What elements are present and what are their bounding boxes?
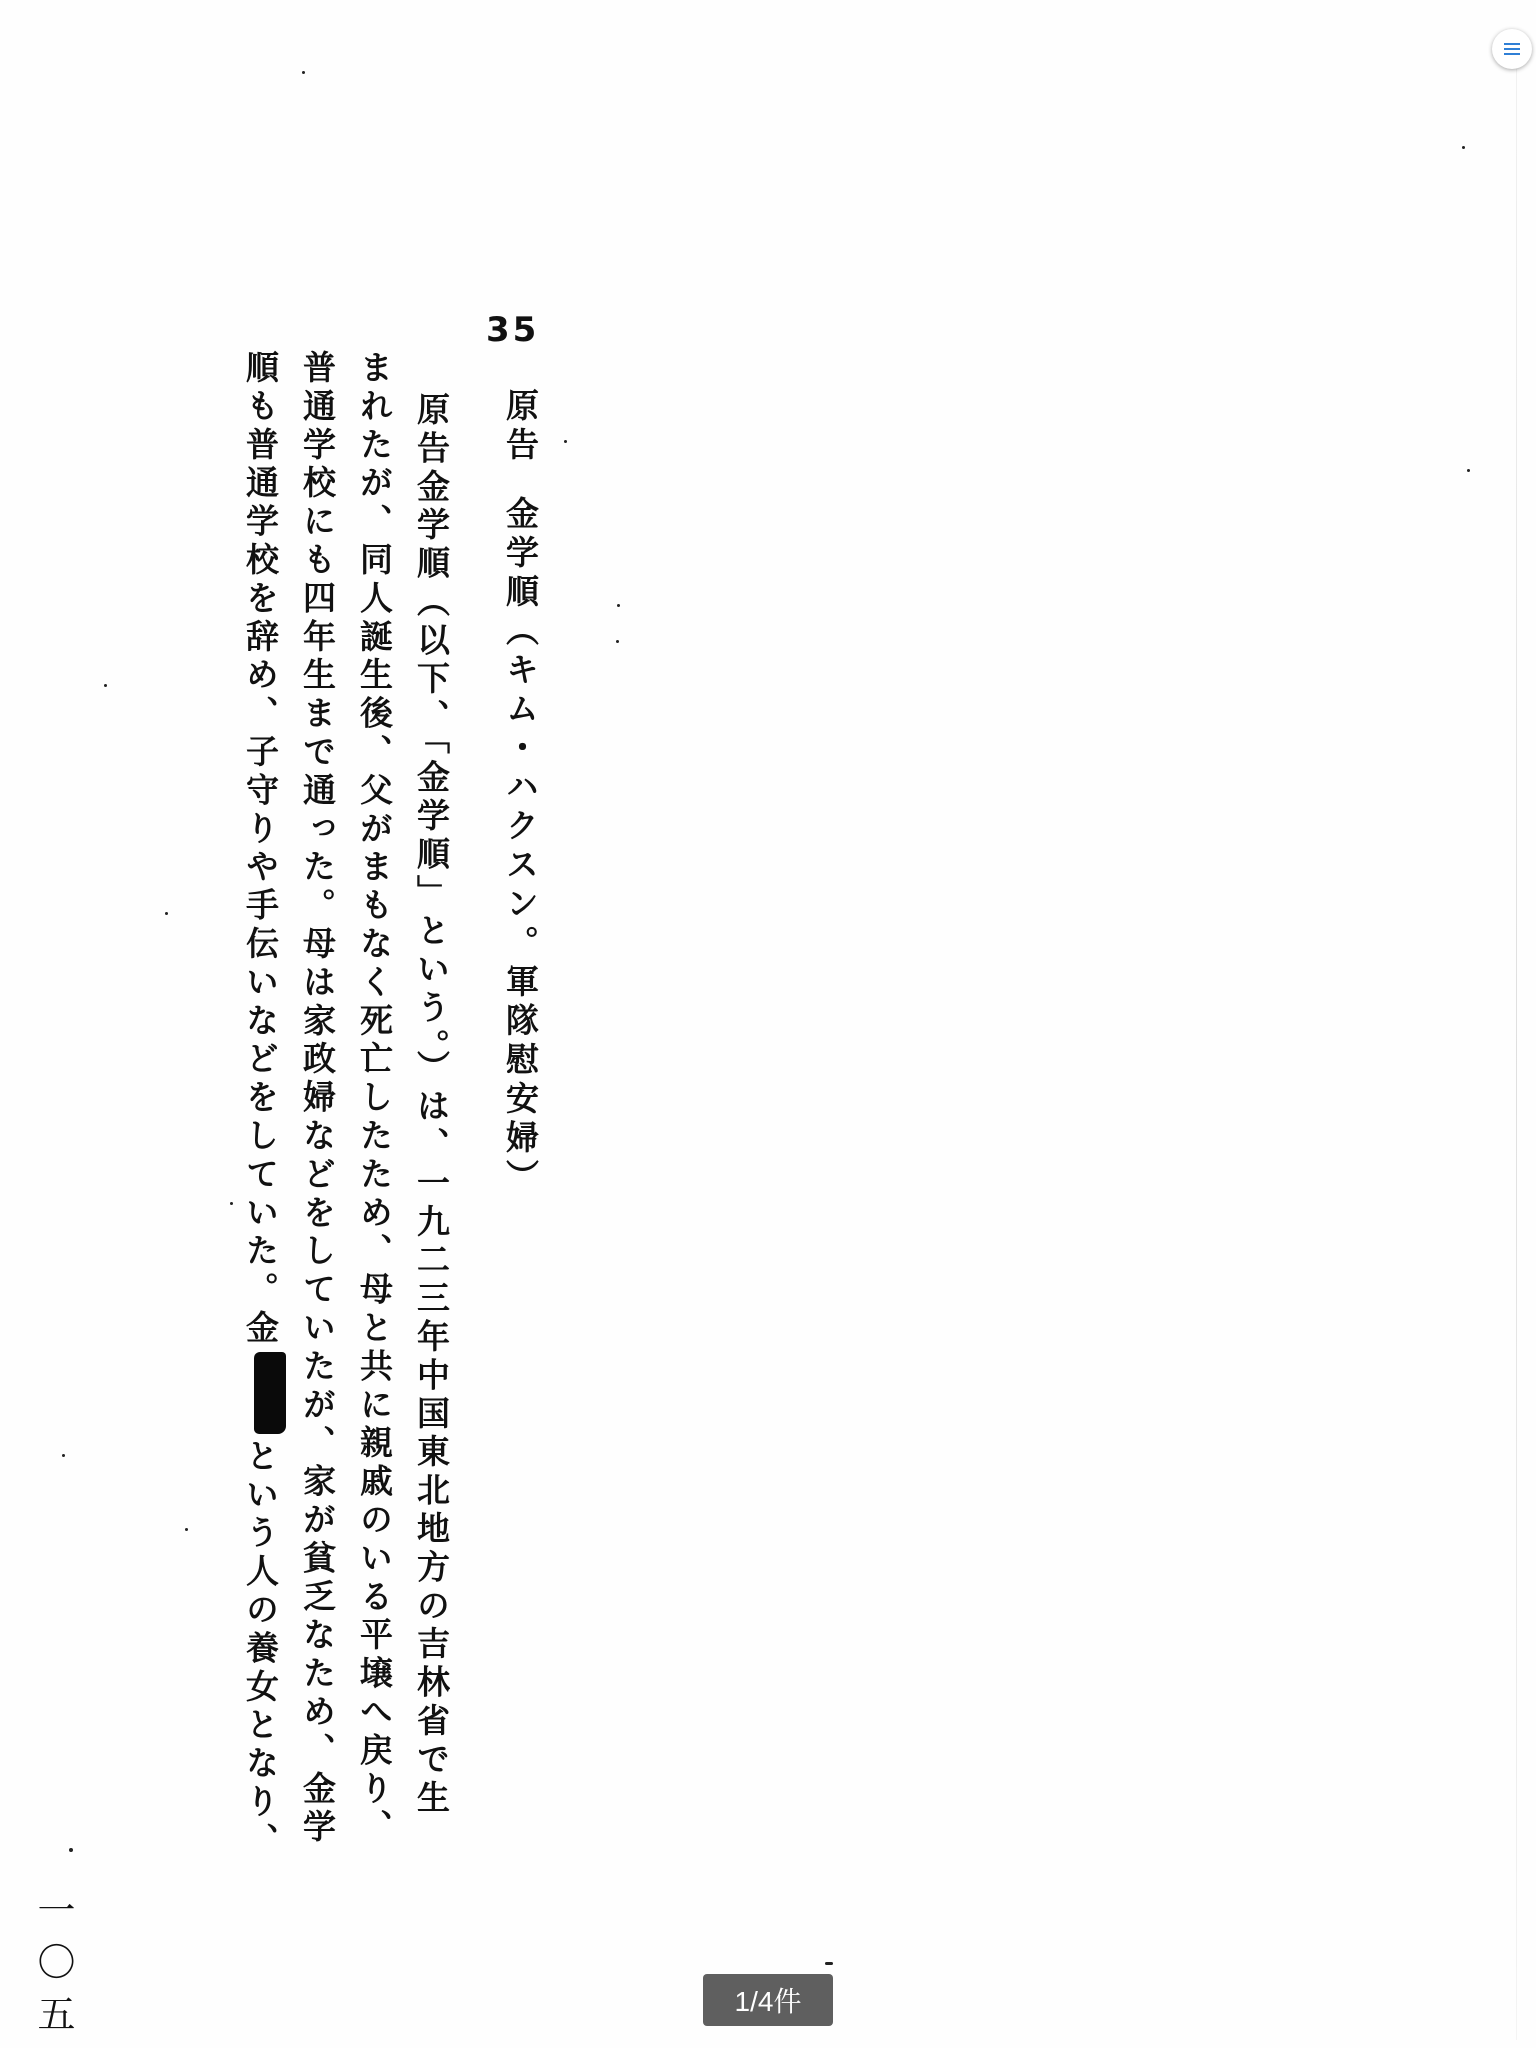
scan-speck: [1467, 469, 1470, 472]
body-line-3: 普通学校にも四年生まで通った。母は家政婦などをしていたが、家が貧乏なため、金学: [298, 350, 337, 1848]
scan-speck: [302, 71, 305, 74]
menu-button[interactable]: [1492, 29, 1532, 69]
scan-speck: [616, 640, 619, 643]
scan-speck: [825, 1962, 833, 1965]
scan-speck: [617, 604, 620, 607]
scan-speck: [104, 684, 107, 687]
scan-speck: [1462, 146, 1465, 149]
heading-name: 金学順（キム・ハクスン。軍隊慰安婦）: [501, 496, 540, 1198]
scan-speck: [185, 1528, 188, 1531]
section-heading: [501, 388, 540, 1198]
hamburger-menu-icon: [1503, 41, 1521, 57]
page-number: 一〇五: [31, 1890, 75, 2046]
scan-speck: [230, 1202, 233, 1205]
body-line-4: [241, 350, 286, 1861]
redaction-mark: [254, 1352, 286, 1434]
scan-speck: [564, 440, 567, 443]
scan-speck: [62, 1454, 65, 1457]
scan-speck: [69, 1848, 73, 1852]
scan-speck: [165, 912, 168, 915]
scan-edge-line: [1516, 60, 1517, 2040]
body-line-4-head: 順も普通学校を辞め、子守りや手伝いなどをしていた。金: [241, 350, 280, 1349]
body-line-2: まれたが、同人誕生後、父がまもなく死亡したため、母と共に親戚のいる平壌へ戻り、: [355, 350, 394, 1848]
page-indicator[interactable]: 1/4件: [703, 1974, 833, 2026]
body-line-4-tail: という人の養女となり、: [241, 1438, 280, 1861]
heading-label: 原告: [501, 388, 540, 466]
section-number: 35: [486, 310, 540, 350]
body-line-1: 原告金学順（以下、「金学順」という。）は、一九二三年中国東北地方の吉林省で生: [412, 392, 451, 1819]
